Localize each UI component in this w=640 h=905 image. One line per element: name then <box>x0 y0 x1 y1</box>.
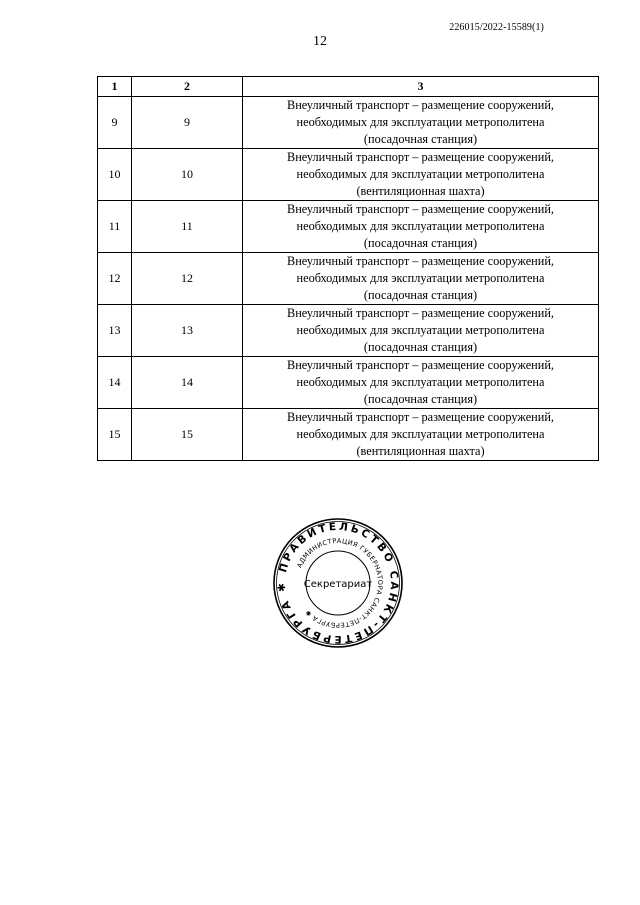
document-registration-number: 226015/2022-15589(1) <box>449 22 544 33</box>
column-header-1: 1 <box>98 77 132 97</box>
row-number-cell: 10 <box>98 149 132 201</box>
row-number-cell: 13 <box>98 305 132 357</box>
description-line: необходимых для эксплуатации метрополитена <box>296 167 545 181</box>
column-header-2: 2 <box>132 77 243 97</box>
zone-number-cell: 12 <box>132 253 243 305</box>
description-line: (посадочная станция) <box>363 288 478 302</box>
row-number-cell: 12 <box>98 253 132 305</box>
description-line: (посадочная станция) <box>363 132 478 146</box>
description-line: Внеуличный транспорт – размещение сооружений, <box>287 98 554 112</box>
description-line: необходимых для эксплуатации метрополитена <box>296 323 545 337</box>
zone-number-cell: 11 <box>132 201 243 253</box>
description-line: (вентиляционная шахта) <box>356 184 485 198</box>
use-description-cell <box>243 409 599 461</box>
column-header-3: 3 <box>243 77 599 97</box>
zone-number-cell: 9 <box>132 97 243 149</box>
description-line: (посадочная станция) <box>363 236 478 250</box>
table-row <box>98 149 599 201</box>
seal-outer-text: ПРАВИТЕЛЬСТВО САНКТ-ПЕТЕРБУРГА ✱ <box>275 520 401 646</box>
description-line: Внеуличный транспорт – размещение сооружений, <box>287 202 554 216</box>
description-line: необходимых для эксплуатации метрополитена <box>296 115 545 129</box>
row-number-cell: 14 <box>98 357 132 409</box>
description-line: Внеуличный транспорт – размещение сооружений, <box>287 254 554 268</box>
table-row <box>98 97 599 149</box>
land-use-table <box>97 76 599 461</box>
page-number: 12 <box>313 34 327 49</box>
description-line: Внеуличный транспорт – размещение сооружений, <box>287 358 554 372</box>
description-line: необходимых для эксплуатации метрополитена <box>296 427 545 441</box>
row-number-cell: 9 <box>98 97 132 149</box>
zone-number-cell: 13 <box>132 305 243 357</box>
table-row <box>98 253 599 305</box>
description-line: необходимых для эксплуатации метрополитена <box>296 375 545 389</box>
description-line: необходимых для эксплуатации метрополитена <box>296 271 545 285</box>
table-header-row <box>98 77 599 97</box>
use-description-cell <box>243 201 599 253</box>
description-line: необходимых для эксплуатации метрополитена <box>296 219 545 233</box>
description-line: Внеуличный транспорт – размещение сооружений, <box>287 410 554 424</box>
table-row <box>98 305 599 357</box>
row-number-cell: 15 <box>98 409 132 461</box>
description-line: (вентиляционная шахта) <box>356 444 485 458</box>
zone-number-cell: 15 <box>132 409 243 461</box>
use-description-cell <box>243 253 599 305</box>
table-row <box>98 409 599 461</box>
description-line: (посадочная станция) <box>363 392 478 406</box>
table-row <box>98 357 599 409</box>
zone-number-cell: 10 <box>132 149 243 201</box>
seal-center-text: Секретариат <box>303 579 373 590</box>
use-description-cell <box>243 149 599 201</box>
table-row <box>98 201 599 253</box>
use-description-cell <box>243 97 599 149</box>
description-line: Внеуличный транспорт – размещение сооружений, <box>287 150 554 164</box>
use-description-cell <box>243 305 599 357</box>
use-description-cell <box>243 357 599 409</box>
zone-number-cell: 14 <box>132 357 243 409</box>
row-number-cell: 11 <box>98 201 132 253</box>
description-line: (посадочная станция) <box>363 340 478 354</box>
description-line: Внеуличный транспорт – размещение сооружений, <box>287 306 554 320</box>
official-seal-stamp <box>272 517 404 649</box>
seal-inner-text: АДМИНИСТРАЦИЯ ГУБЕРНАТОРА САНКТ-ПЕТЕРБУРГА ✱ <box>295 536 385 630</box>
